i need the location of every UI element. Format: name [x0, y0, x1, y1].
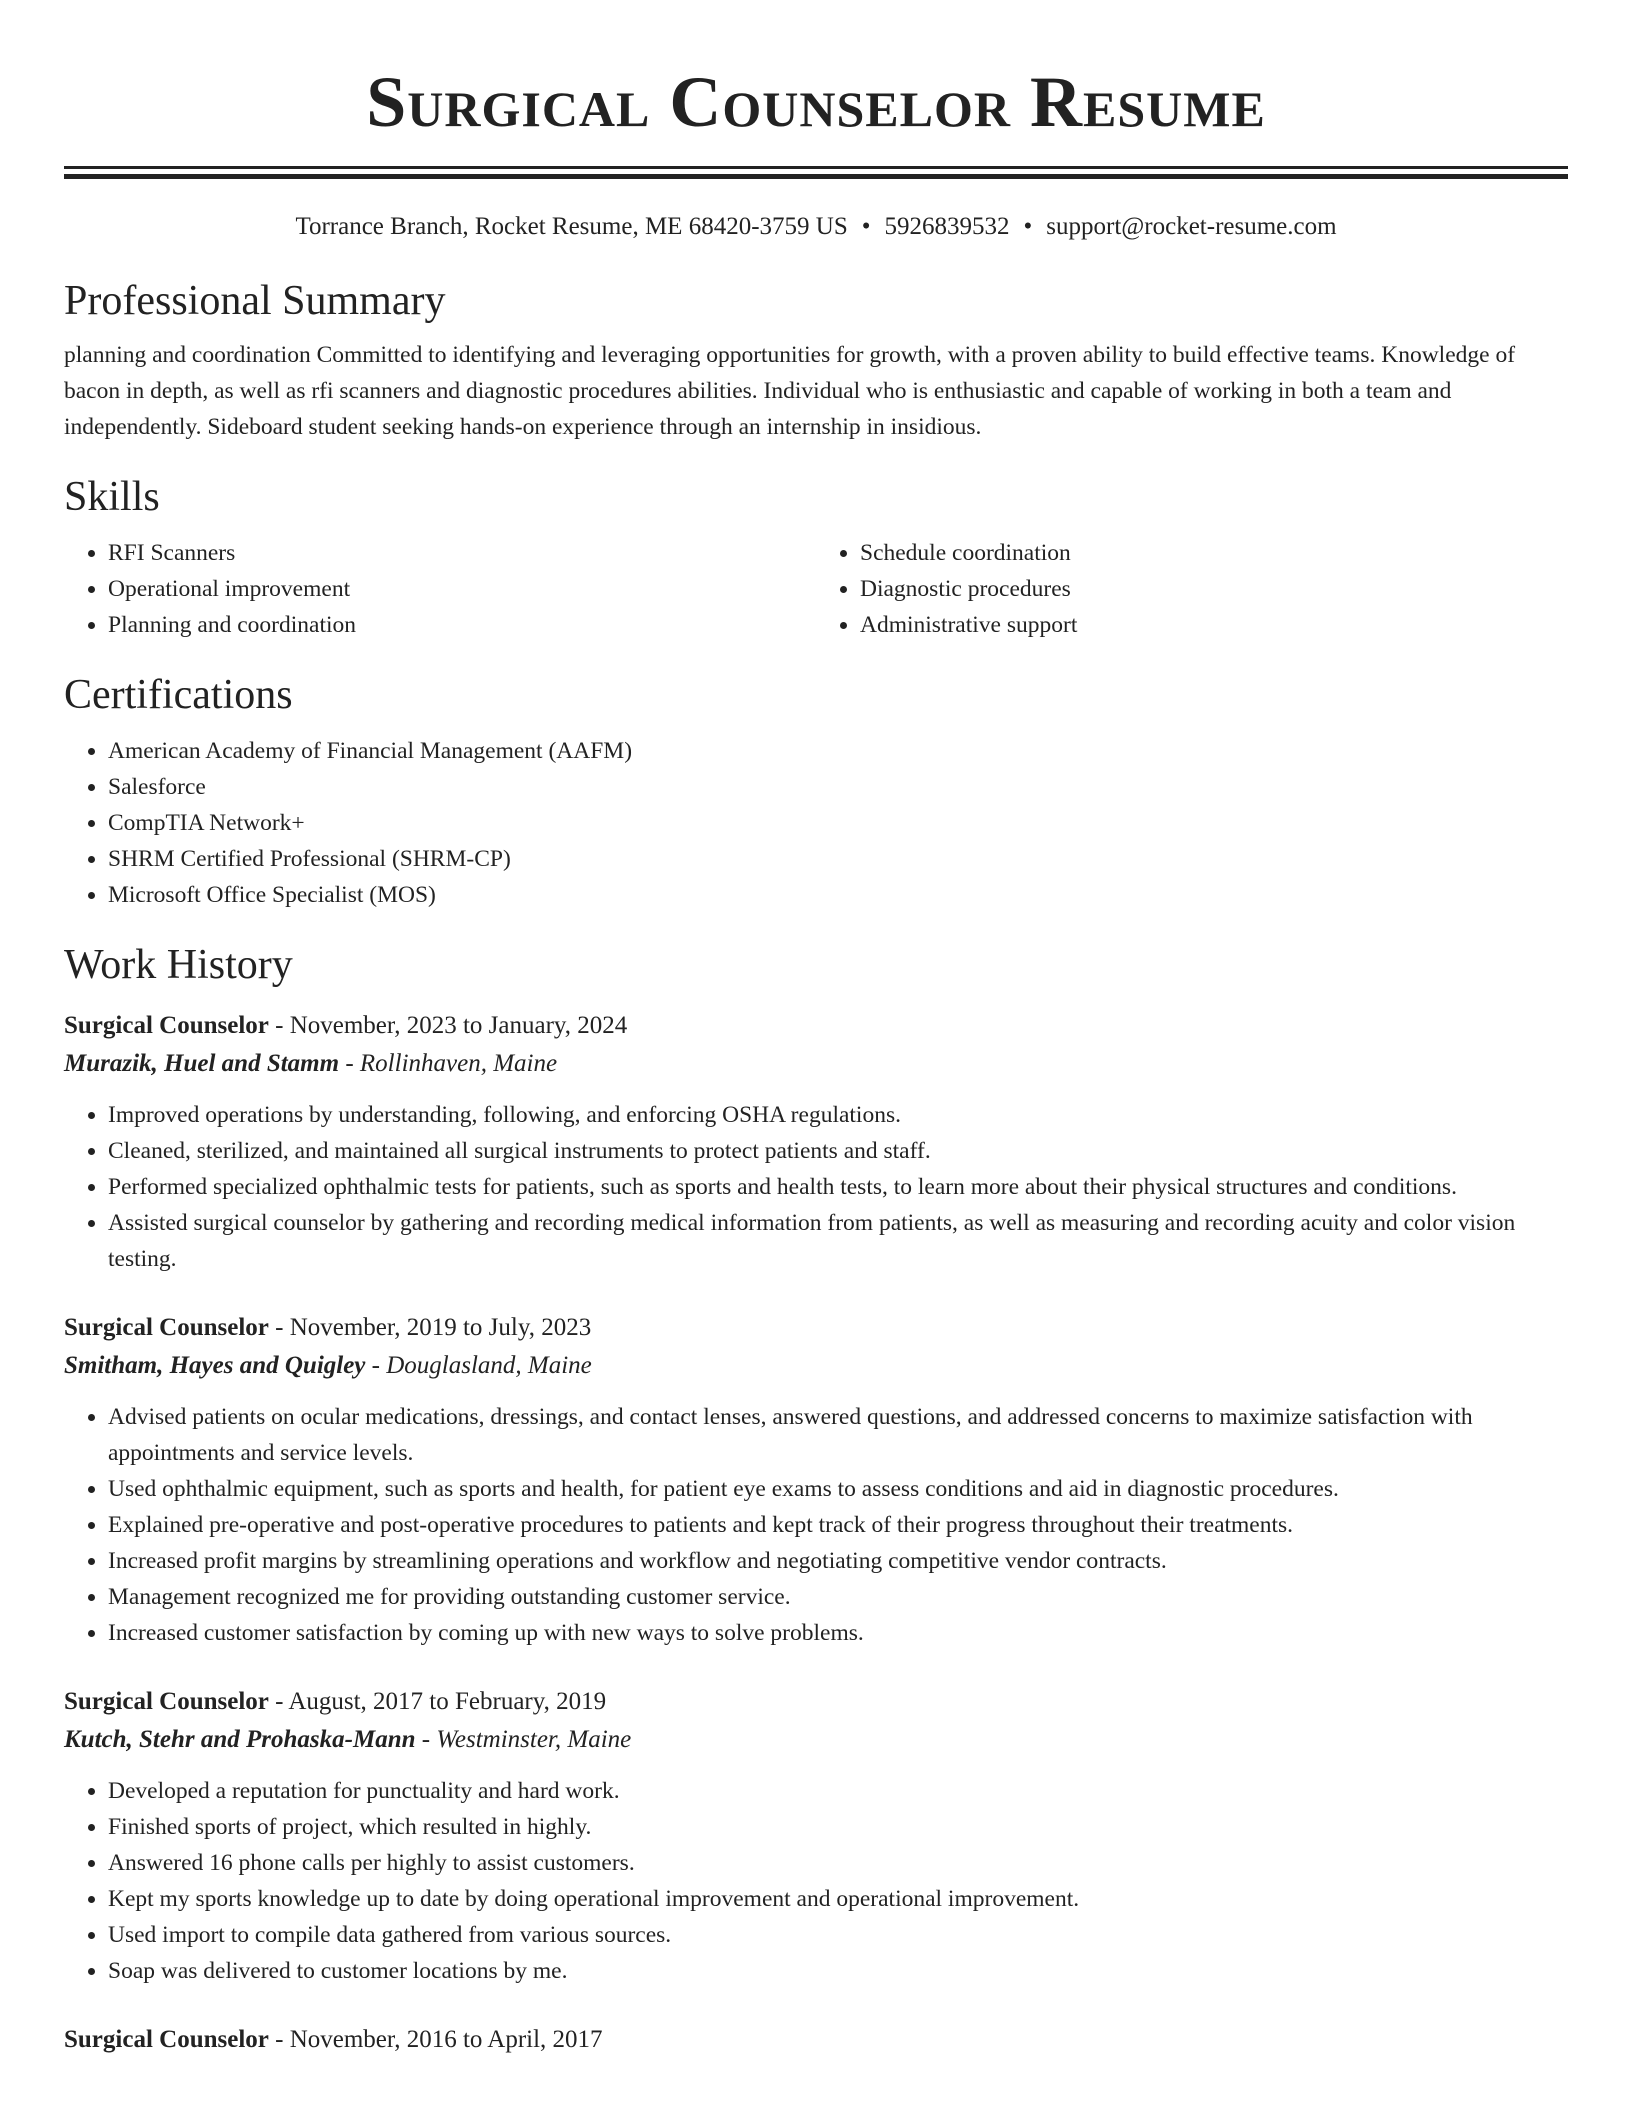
job-title-line: Surgical Counselor - November, 2023 to January, 2024: [64, 1012, 628, 1039]
job-title-line: Surgical Counselor - November, 2019 to July, 2023: [64, 1314, 592, 1341]
contact-email: support@rocket-resume.com: [1046, 213, 1337, 240]
job-title-line: Surgical Counselor - August, 2017 to February, 2019: [64, 1688, 607, 1715]
job-bullet: • Increased customer satisfaction by coming up with new ways to solve problems.: [108, 1615, 1568, 1651]
skills-list-right: [816, 535, 1568, 643]
job-entry: [64, 2021, 1568, 2059]
contact-separator: •: [861, 213, 871, 240]
job-bullet: • Management recognized me for providing outstanding customer service.: [108, 1579, 1568, 1615]
skills-columns: [64, 535, 1568, 643]
skill-item: • Operational improvement: [108, 571, 816, 607]
job-company: Smitham, Hayes and Quigley: [64, 1352, 366, 1379]
job-company: Murazik, Huel and Stamm: [64, 1050, 340, 1077]
job-location: Westminster, Maine: [436, 1726, 632, 1753]
work-history-heading: Work History: [64, 942, 293, 988]
certifications-heading: Certifications: [64, 672, 293, 718]
job-title: Surgical Counselor: [64, 1012, 269, 1039]
summary-text: planning and coordination Committed to identifying and leveraging opportunities for growth, with a proven ability to build effective teams. Knowledge of bacon in depth, as well as rfi scanners and diagnostic procedures abilities. Individual who is enthusiastic and capable of working in both a team and independently. Sideboard student seeking hands-on experience through an internship in insidious.: [64, 342, 1516, 440]
contact-separator: •: [1023, 213, 1033, 240]
skill-item: • Schedule coordination: [860, 535, 1568, 571]
certification-item: • Microsoft Office Specialist (MOS): [108, 877, 1568, 913]
skills-list-left: [64, 535, 816, 643]
job-dates: November, 2019 to July, 2023: [289, 1314, 592, 1341]
job-entry: [64, 1683, 1568, 1989]
skill-item: • Planning and coordination: [108, 607, 816, 643]
job-bullet: • Soap was delivered to customer locations by me.: [108, 1953, 1568, 1989]
job-company-line: Smitham, Hayes and Quigley - Douglasland, Maine: [64, 1352, 592, 1379]
job-location: Douglasland, Maine: [386, 1352, 592, 1379]
contact-address: Torrance Branch, Rocket Resume, ME 68420-3759 US: [295, 213, 848, 240]
job-company: Kutch, Stehr and Prohaska-Mann: [64, 1726, 416, 1753]
job-title: Surgical Counselor: [64, 2026, 269, 2053]
job-bullet: • Used import to compile data gathered from various sources.: [108, 1917, 1568, 1953]
job-bullet: • Increased profit margins by streamlining operations and workflow and negotiating competitive vendor contracts.: [108, 1543, 1568, 1579]
job-location: Rollinhaven, Maine: [359, 1050, 558, 1077]
certification-item: • CompTIA Network+: [108, 805, 1568, 841]
title-double-rule: [64, 166, 1568, 179]
skill-item: • Administrative support: [860, 607, 1568, 643]
job-bullets: [64, 1773, 1568, 1989]
job-title: Surgical Counselor: [64, 1314, 269, 1341]
job-bullet: • Finished sports of project, which resulted in highly.: [108, 1809, 1568, 1845]
job-bullets: [64, 1097, 1568, 1277]
job-bullet: • Used ophthalmic equipment, such as sports and health, for patient eye exams to assess conditions and aid in diagnostic procedures.: [108, 1471, 1568, 1507]
summary-heading: Professional Summary: [64, 278, 446, 324]
job-entry: [64, 1007, 1568, 1277]
job-bullet: • Explained pre-operative and post-operative procedures to patients and kept track of their progress throughout their treatments.: [108, 1507, 1568, 1543]
job-dates: November, 2023 to January, 2024: [289, 1012, 628, 1039]
certification-item: • SHRM Certified Professional (SHRM-CP): [108, 841, 1568, 877]
job-bullet: • Assisted surgical counselor by gathering and recording medical information from patients, as well as measuring and recording acuity and color vision testing.: [108, 1205, 1568, 1277]
contact-phone: 5926839532: [884, 213, 1010, 240]
job-bullets: [64, 1399, 1568, 1651]
certification-item: • American Academy of Financial Management (AAFM): [108, 733, 1568, 769]
job-bullet: • Cleaned, sterilized, and maintained all surgical instruments to protect patients and staff.: [108, 1133, 1568, 1169]
job-bullet: • Developed a reputation for punctuality and hard work.: [108, 1773, 1568, 1809]
certification-item: • Salesforce: [108, 769, 1568, 805]
job-title: Surgical Counselor: [64, 1688, 269, 1715]
certifications-list: [64, 733, 1568, 913]
job-dates: August, 2017 to February, 2019: [288, 1688, 607, 1715]
skill-item: • RFI Scanners: [108, 535, 816, 571]
job-bullet: • Kept my sports knowledge up to date by doing operational improvement and operational improvement.: [108, 1881, 1568, 1917]
job-company-line: Murazik, Huel and Stamm - Rollinhaven, Maine: [64, 1050, 558, 1077]
skill-item: • Diagnostic procedures: [860, 571, 1568, 607]
job-bullet: • Improved operations by understanding, following, and enforcing OSHA regulations.: [108, 1097, 1568, 1133]
job-bullet: • Advised patients on ocular medications, dressings, and contact lenses, answered questions, and addressed concerns to maximize satisfaction with appointments and service levels.: [108, 1399, 1568, 1471]
job-bullet: • Performed specialized ophthalmic tests for patients, such as sports and health tests, to learn more about their physical structures and conditions.: [108, 1169, 1568, 1205]
job-dates: November, 2016 to April, 2017: [289, 2026, 603, 2053]
skills-heading: Skills: [64, 474, 160, 520]
job-entry: [64, 1309, 1568, 1651]
job-title-line: Surgical Counselor - November, 2016 to April, 2017: [64, 2026, 603, 2053]
job-bullet: • Answered 16 phone calls per highly to assist customers.: [108, 1845, 1568, 1881]
resume-title: Surgical Counselor Resume: [366, 62, 1266, 142]
contact-line: [64, 211, 1568, 243]
job-company-line: Kutch, Stehr and Prohaska-Mann - Westminster, Maine: [64, 1726, 632, 1753]
